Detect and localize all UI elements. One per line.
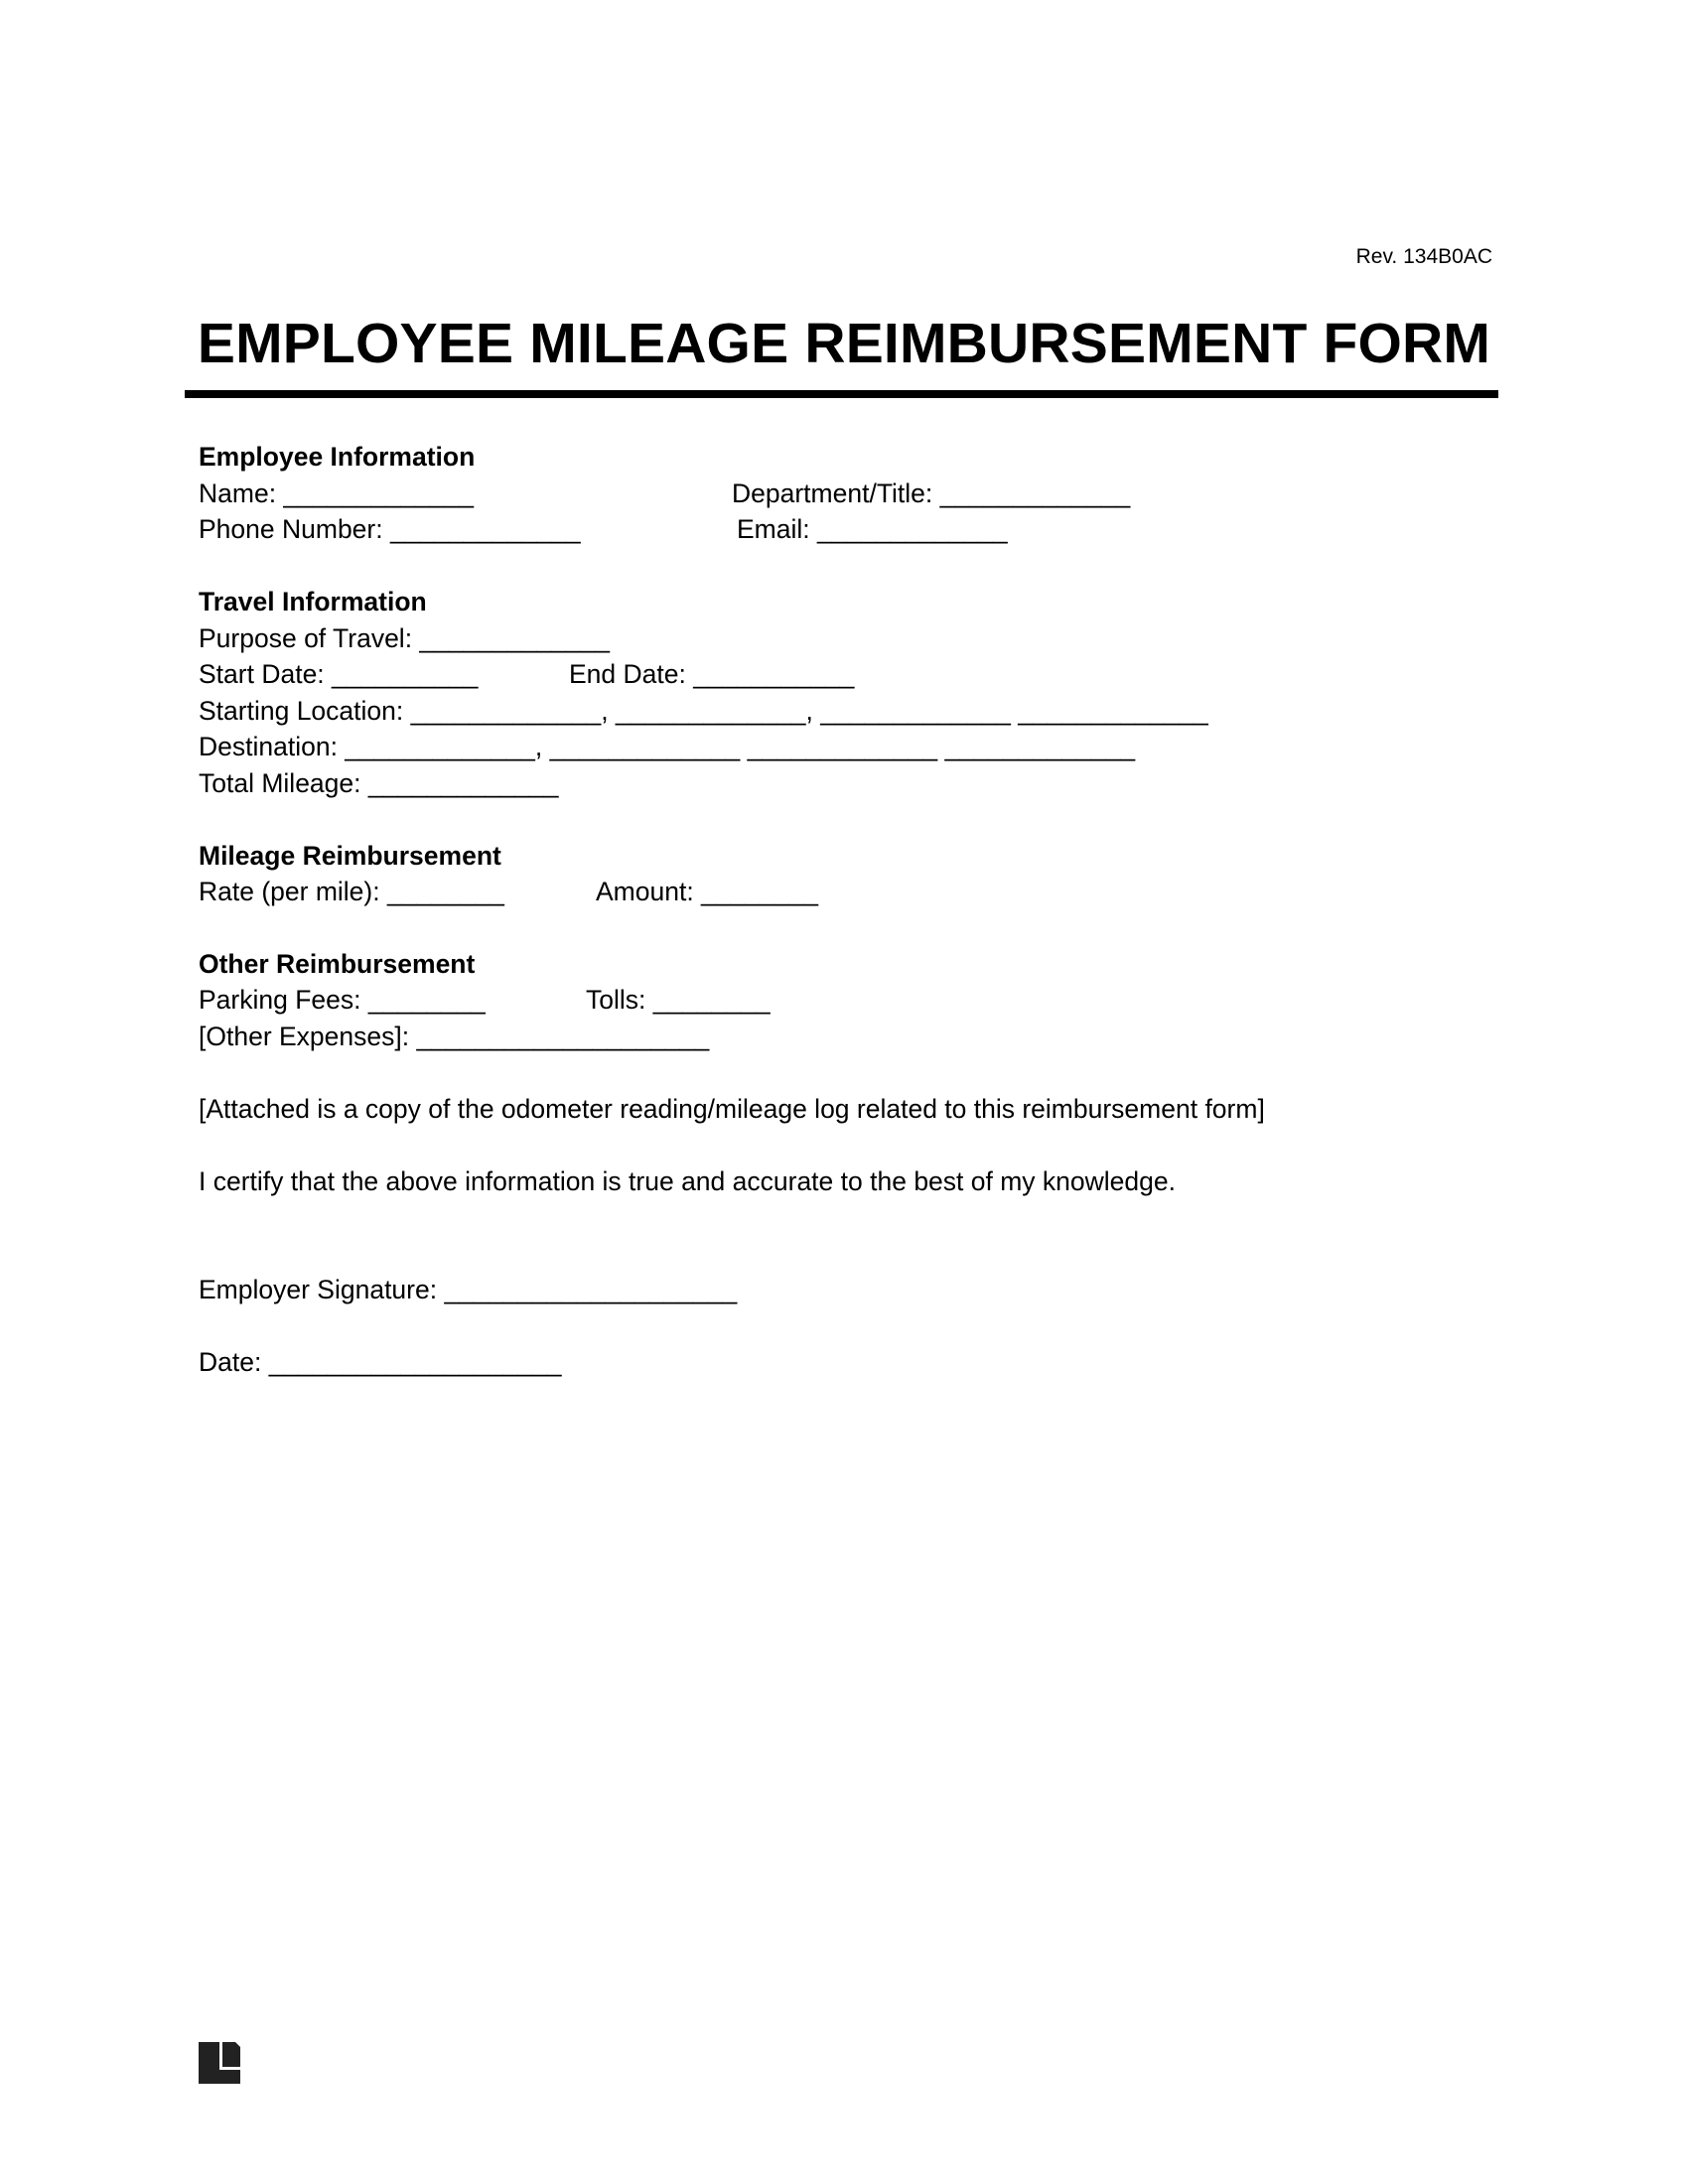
employer-signature-field[interactable]: Employer Signature: ____________________ <box>199 1275 738 1304</box>
other-expenses-field[interactable]: [Other Expenses]: ____________________ <box>199 1022 710 1051</box>
date-field[interactable]: Date: ____________________ <box>199 1347 562 1377</box>
section-heading-employee: Employee Information <box>199 442 476 472</box>
attached-log-note: [Attached is a copy of the odometer reading/mileage log related to this reimbursement form] <box>199 1094 1265 1124</box>
section-heading-other: Other Reimbursement <box>199 949 476 979</box>
certification-statement: I certify that the above information is true and accurate to the best of my knowledge. <box>199 1166 1176 1196</box>
name-field[interactable]: Name: _____________ <box>199 478 475 508</box>
tolls-field[interactable]: Tolls: ________ <box>586 985 771 1015</box>
page-title: EMPLOYEE MILEAGE REIMBURSEMENT FORM <box>197 312 1491 375</box>
document-l-logo-icon <box>199 2042 240 2084</box>
total-mileage-field[interactable]: Total Mileage: _____________ <box>199 768 559 798</box>
starting-location-field[interactable]: Starting Location: _____________, _____________, _____________ _____________ <box>199 696 1208 726</box>
end-date-field[interactable]: End Date: ___________ <box>569 659 855 689</box>
start-date-field[interactable]: Start Date: __________ <box>199 659 479 689</box>
section-heading-travel: Travel Information <box>199 587 427 616</box>
department-title-field[interactable]: Department/Title: _____________ <box>732 478 1131 508</box>
parking-fees-field[interactable]: Parking Fees: ________ <box>199 985 486 1015</box>
amount-field[interactable]: Amount: ________ <box>596 877 818 906</box>
rate-per-mile-field[interactable]: Rate (per mile): ________ <box>199 877 504 906</box>
title-divider <box>185 390 1498 398</box>
section-heading-mileage: Mileage Reimbursement <box>199 841 501 871</box>
revision-code: Rev. 134B0AC <box>1355 245 1492 268</box>
email-field[interactable]: Email: _____________ <box>737 514 1008 544</box>
destination-field[interactable]: Destination: _____________, _____________ _____________ _____________ <box>199 732 1136 761</box>
purpose-of-travel-field[interactable]: Purpose of Travel: _____________ <box>199 623 611 653</box>
phone-number-field[interactable]: Phone Number: _____________ <box>199 514 581 544</box>
